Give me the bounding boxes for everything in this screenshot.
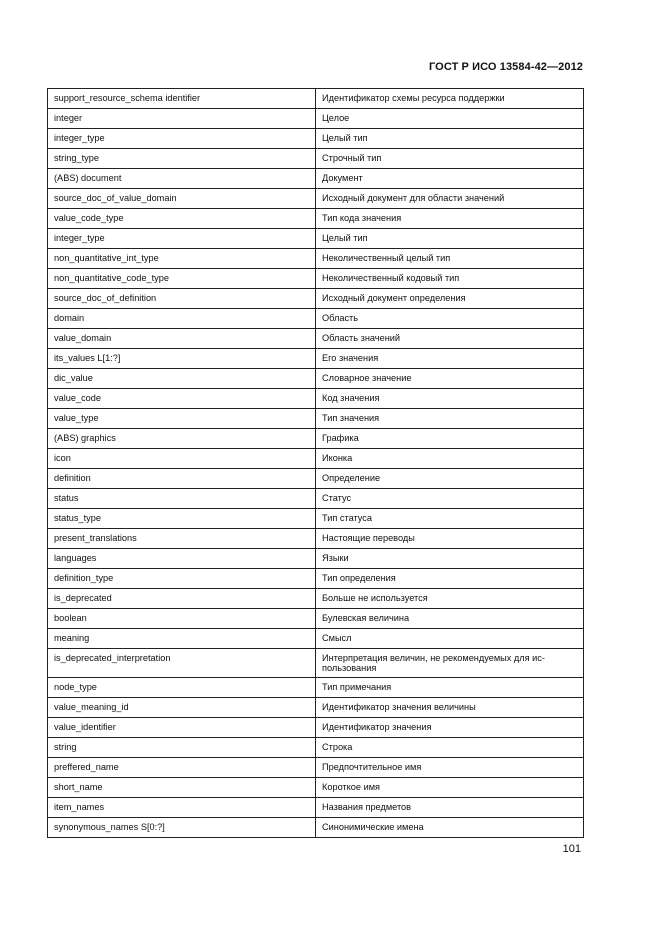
translation-cell: Строка (316, 738, 584, 758)
table-row (48, 89, 584, 109)
table-row (48, 718, 584, 738)
term-cell: synonymous_names S[0:?] (48, 818, 316, 838)
table-row (48, 289, 584, 309)
term-cell: source_doc_of_value_domain (48, 189, 316, 209)
table-row (48, 169, 584, 189)
term-cell: is_deprecated (48, 589, 316, 609)
term-cell: status (48, 489, 316, 509)
table-row (48, 629, 584, 649)
translation-cell: Больше не используется (316, 589, 584, 609)
translation-cell: Тип значения (316, 409, 584, 429)
table-row (48, 329, 584, 349)
translation-cell: Идентификатор значения (316, 718, 584, 738)
term-cell: support_resource_schema identifier (48, 89, 316, 109)
translation-cell: Языки (316, 549, 584, 569)
translation-cell: Короткое имя (316, 778, 584, 798)
term-cell: definition (48, 469, 316, 489)
table-row (48, 509, 584, 529)
term-cell: string (48, 738, 316, 758)
table-row (48, 609, 584, 629)
translation-cell: Названия предметов (316, 798, 584, 818)
term-cell: source_doc_of_definition (48, 289, 316, 309)
table-row (48, 149, 584, 169)
table-row (48, 818, 584, 838)
translation-cell: Тип статуса (316, 509, 584, 529)
term-cell: boolean (48, 609, 316, 629)
term-cell: short_name (48, 778, 316, 798)
term-cell: (ABS) graphics (48, 429, 316, 449)
translation-cell: Интерпретация величин, не рекомендуемых для ис-пользования (316, 649, 584, 678)
term-cell: value_domain (48, 329, 316, 349)
table-row (48, 189, 584, 209)
translation-cell: Словарное значение (316, 369, 584, 389)
table-row (48, 698, 584, 718)
terms-translation-table (47, 88, 584, 838)
table-row (48, 429, 584, 449)
table-row (48, 129, 584, 149)
term-cell: preffered_name (48, 758, 316, 778)
term-cell: item_names (48, 798, 316, 818)
translation-cell: Идентификатор схемы ресурса поддержки (316, 89, 584, 109)
table-row (48, 349, 584, 369)
term-cell: domain (48, 309, 316, 329)
translation-cell: Неколичественный целый тип (316, 249, 584, 269)
translation-cell: Тип определения (316, 569, 584, 589)
translation-cell: Исходный документ для области значений (316, 189, 584, 209)
term-cell: its_values L[1:?] (48, 349, 316, 369)
translation-cell: Булевская величина (316, 609, 584, 629)
translation-cell: Тип кода значения (316, 209, 584, 229)
table-row (48, 369, 584, 389)
translation-cell: Код значения (316, 389, 584, 409)
term-cell: is_deprecated_interpretation (48, 649, 316, 678)
table-row (48, 738, 584, 758)
term-cell: integer_type (48, 129, 316, 149)
table-row (48, 229, 584, 249)
table-row (48, 409, 584, 429)
page-number: 101 (562, 843, 581, 855)
table-row (48, 778, 584, 798)
term-cell: languages (48, 549, 316, 569)
translation-cell: Определение (316, 469, 584, 489)
table-row (48, 249, 584, 269)
term-cell: integer (48, 109, 316, 129)
translation-cell: Целый тип (316, 229, 584, 249)
term-cell: node_type (48, 678, 316, 698)
term-cell: integer_type (48, 229, 316, 249)
translation-cell: Идентификатор значения величины (316, 698, 584, 718)
term-cell: meaning (48, 629, 316, 649)
table-row (48, 589, 584, 609)
term-cell: present_translations (48, 529, 316, 549)
translation-cell: Настоящие переводы (316, 529, 584, 549)
translation-cell: Область (316, 309, 584, 329)
table-row (48, 529, 584, 549)
term-cell: dic_value (48, 369, 316, 389)
term-cell: icon (48, 449, 316, 469)
table-row (48, 649, 584, 678)
table-row (48, 449, 584, 469)
translation-cell: Иконка (316, 449, 584, 469)
translation-cell: Документ (316, 169, 584, 189)
table-row (48, 309, 584, 329)
table-row (48, 109, 584, 129)
term-cell: value_type (48, 409, 316, 429)
term-cell: status_type (48, 509, 316, 529)
table-row (48, 489, 584, 509)
table-row (48, 269, 584, 289)
table-body (48, 89, 584, 838)
table-row (48, 469, 584, 489)
translation-cell: Смысл (316, 629, 584, 649)
translation-cell: Тип примечания (316, 678, 584, 698)
term-cell: non_quantitative_code_type (48, 269, 316, 289)
translation-cell: Предпочтительное имя (316, 758, 584, 778)
term-cell: definition_type (48, 569, 316, 589)
translation-cell: Исходный документ определения (316, 289, 584, 309)
term-cell: non_quantitative_int_type (48, 249, 316, 269)
table-row (48, 389, 584, 409)
term-cell: value_code (48, 389, 316, 409)
term-cell: value_meaning_id (48, 698, 316, 718)
term-cell: value_code_type (48, 209, 316, 229)
translation-cell: Область значений (316, 329, 584, 349)
translation-cell: Статус (316, 489, 584, 509)
table-row (48, 798, 584, 818)
translation-cell: Синонимические имена (316, 818, 584, 838)
term-cell: value_identifier (48, 718, 316, 738)
translation-cell: Строчный тип (316, 149, 584, 169)
document-standard-header: ГОСТ Р ИСО 13584-42—2012 (428, 61, 583, 73)
table-row (48, 549, 584, 569)
translation-cell: Целый тип (316, 129, 584, 149)
table-row (48, 758, 584, 778)
translation-cell: Графика (316, 429, 584, 449)
translation-cell: Неколичественный кодовый тип (316, 269, 584, 289)
term-cell: string_type (48, 149, 316, 169)
table-row (48, 569, 584, 589)
term-cell: (ABS) document (48, 169, 316, 189)
table-row (48, 678, 584, 698)
translation-cell: Его значения (316, 349, 584, 369)
table-row (48, 209, 584, 229)
translation-cell: Целое (316, 109, 584, 129)
